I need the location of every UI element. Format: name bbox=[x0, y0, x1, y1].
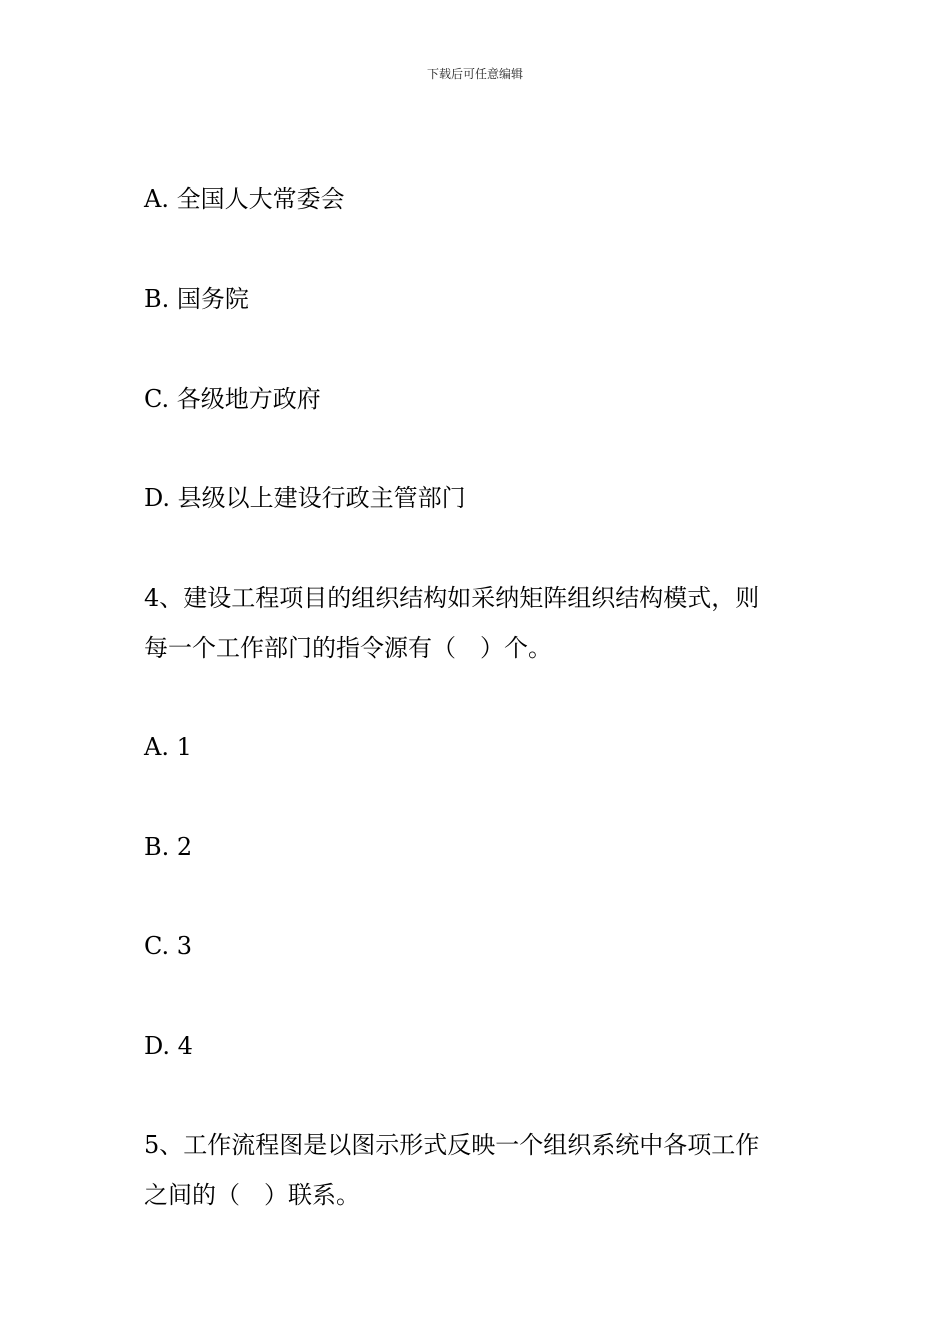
page-header: 下载后可任意编辑 bbox=[426, 67, 523, 81]
q3-option-d: D. 县级以上建设行政主管部门 bbox=[144, 484, 466, 512]
q5-stem-line-2: 之间的（ ）联系。 bbox=[144, 1181, 360, 1209]
q3-option-b: B. 国务院 bbox=[144, 285, 249, 313]
q3-option-a: A. 全国人大常委会 bbox=[144, 185, 345, 213]
q5-stem-line-1: 5、工作流程图是以图示形式反映一个组织系统中各项工作 bbox=[144, 1131, 760, 1159]
q4-option-b: B. 2 bbox=[144, 833, 193, 861]
q4-option-a: A. 1 bbox=[144, 733, 192, 761]
q4-option-d: D. 4 bbox=[144, 1032, 193, 1060]
q3-option-c: C. 各级地方政府 bbox=[144, 385, 321, 413]
q4-stem-line-2: 每一个工作部门的指令源有（ ）个。 bbox=[144, 634, 552, 662]
q4-stem-line-1: 4、建设工程项目的组织结构如采纳矩阵组织结构模式，则 bbox=[144, 584, 760, 612]
q4-option-c: C. 3 bbox=[144, 932, 193, 960]
